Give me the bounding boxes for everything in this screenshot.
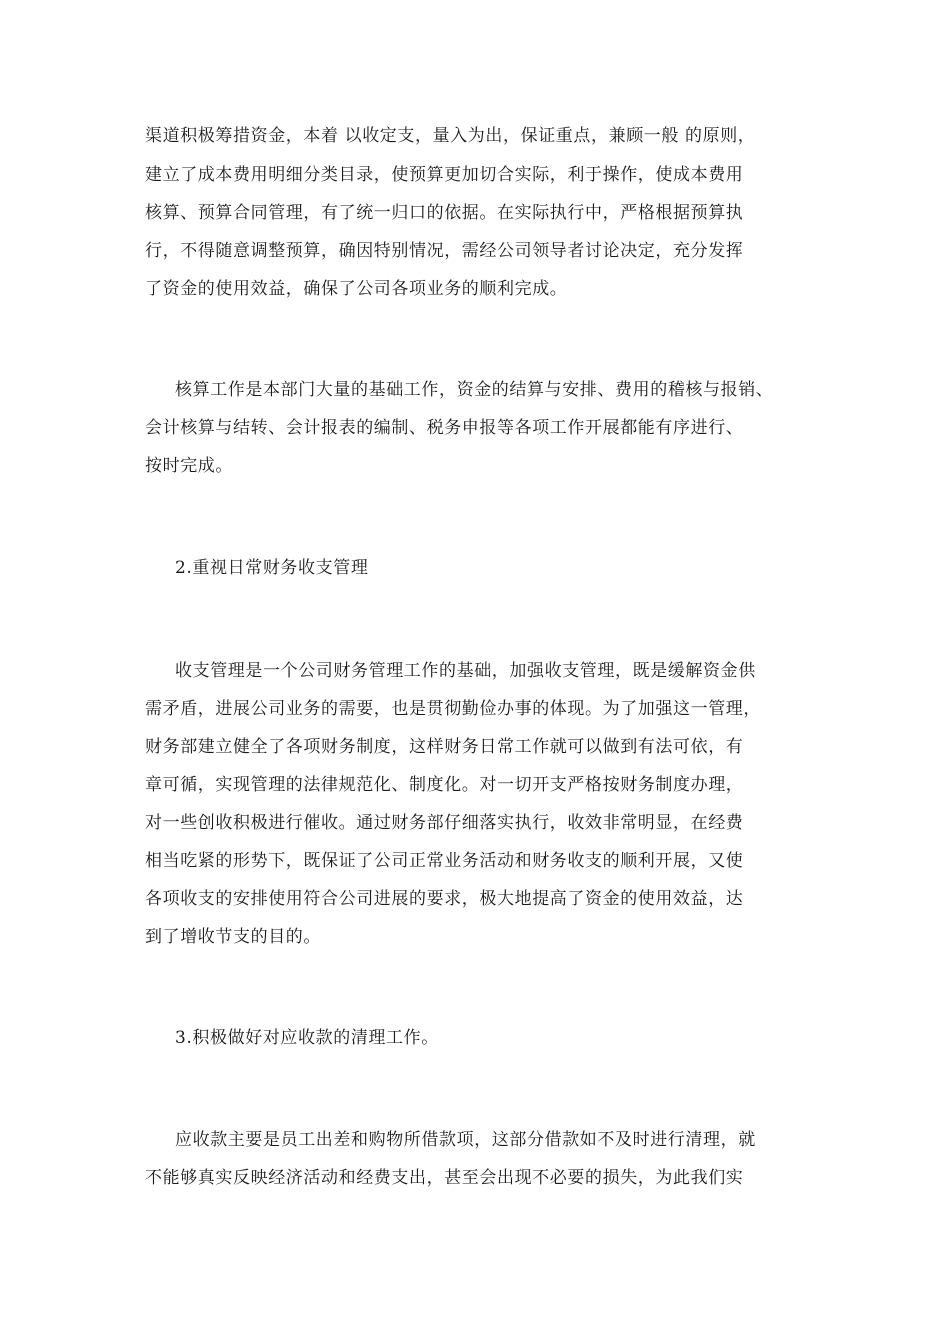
text-line: 按时完成。 bbox=[145, 456, 233, 476]
text-line: 需矛盾，进展公司业务的需要，也是贯彻勤俭办事的体现。为了加强这一管理， bbox=[145, 699, 761, 719]
text-line: 不能够真实反映经济活动和经费支出，甚至会出现不必要的损失，为此我们实 bbox=[145, 1168, 744, 1188]
section-heading-3: 3.积极做好对应收款的清理工作。 bbox=[175, 1028, 439, 1048]
text-line: 核算、预算合同管理，有了统一归口的依据。在实际执行中，严格根据预算执 bbox=[145, 203, 744, 223]
text-line: 相当吃紧的形势下，既保证了公司正常业务活动和财务收支的顺利开展，又使 bbox=[145, 851, 744, 871]
text-line: 应收款主要是员工出差和购物所借款项，这部分借款如不及时进行清理，就 bbox=[175, 1130, 756, 1150]
text-line: 各项收支的安排使用符合公司进展的要求，极大地提高了资金的使用效益，达 bbox=[145, 889, 744, 909]
text-line: 渠道积极筹措资金，本着 以收定支，量入为出，保证重点，兼顾一般 的原则， bbox=[145, 126, 756, 146]
text-line: 会计核算与结转、会计报表的编制、税务申报等各项工作开展都能有序进行、 bbox=[145, 418, 744, 438]
section-heading-2: 2.重视日常财务收支管理 bbox=[175, 558, 369, 578]
text-line: 了资金的使用效益，确保了公司各项业务的顺利完成。 bbox=[145, 279, 568, 299]
text-line: 收支管理是一个公司财务管理工作的基础，加强收支管理，既是缓解资金供 bbox=[175, 661, 756, 681]
text-line: 建立了成本费用明细分类目录，使预算更加切合实际，利于操作，使成本费用 bbox=[145, 165, 744, 185]
text-line: 行，不得随意调整预算，确因特别情况，需经公司领导者讨论决定，充分发挥 bbox=[145, 241, 744, 261]
text-line: 核算工作是本部门大量的基础工作，资金的结算与安排、费用的稽核与报销、 bbox=[175, 380, 774, 400]
text-line: 对一些创收积极进行催收。通过财务部仔细落实执行，收效非常明显，在经费 bbox=[145, 813, 744, 833]
text-line: 财务部建立健全了各项财务制度，这样财务日常工作就可以做到有法可依，有 bbox=[145, 737, 744, 757]
text-line: 到了增收节支的目的。 bbox=[145, 927, 321, 947]
text-line: 章可循，实现管理的法律规范化、制度化。对一切开支严格按财务制度办理， bbox=[145, 775, 744, 795]
